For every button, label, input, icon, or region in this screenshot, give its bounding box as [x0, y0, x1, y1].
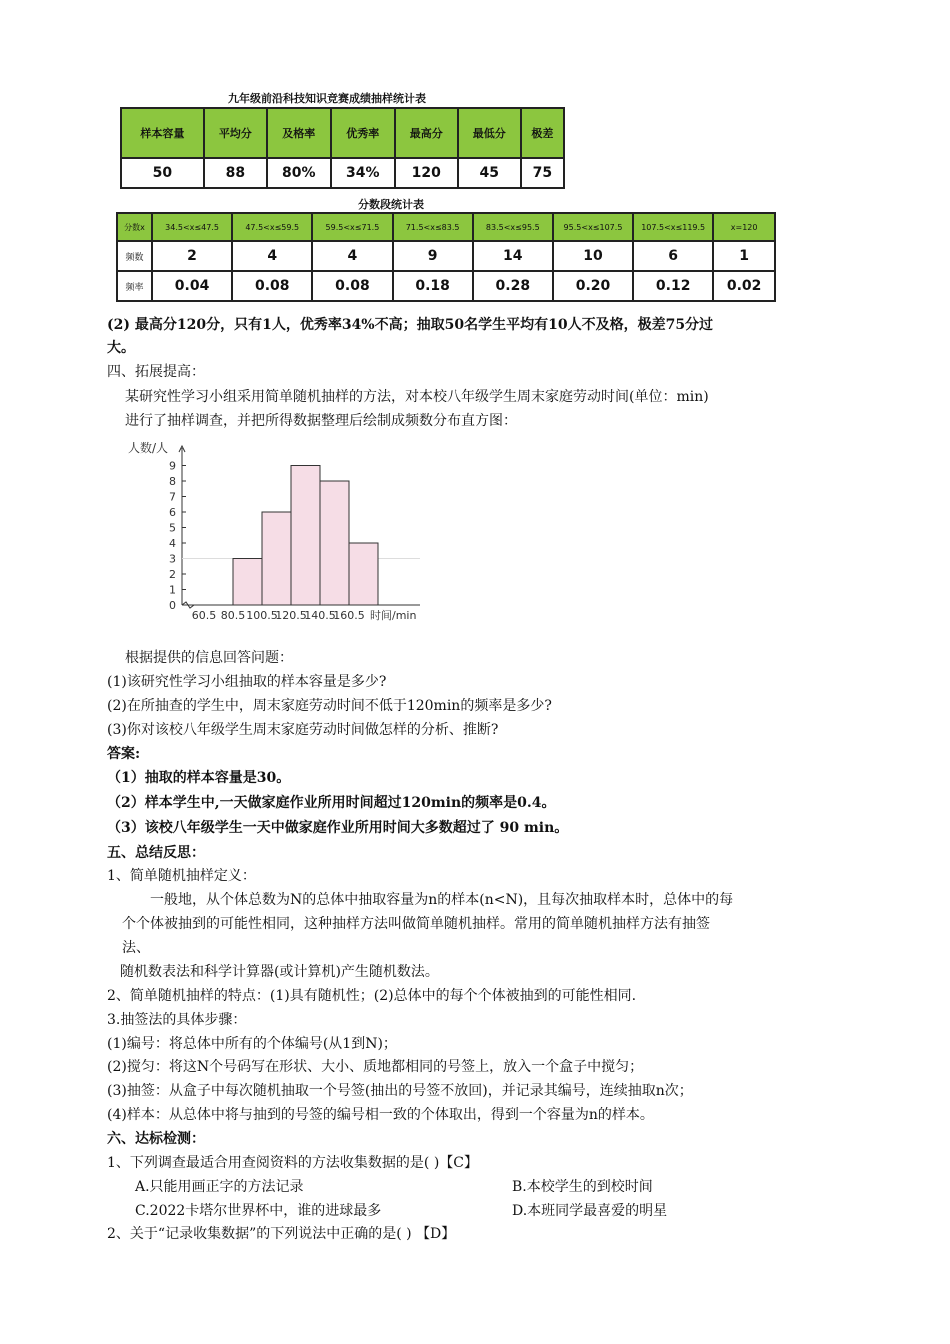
y-tick-label: 0	[169, 599, 176, 612]
table2-header: 95.5<x≤107.5	[553, 213, 633, 241]
table1-header: 极差	[521, 108, 564, 158]
test-question-2: 2、关于“记录收集数据”的下列说法中正确的是( ) 【D】	[107, 1226, 456, 1242]
table1-title: 九年级前沿科技知识竞赛成绩抽样统计表	[228, 92, 426, 105]
table2-cell: 0.28	[473, 271, 553, 301]
table1-cell: 80%	[267, 158, 331, 188]
question-3: (3)你对该校八年级学生周末家庭劳动时间做怎样的分析、推断?	[107, 722, 499, 738]
sample-statistics-table	[120, 107, 565, 189]
table2-cell: 2	[152, 241, 232, 271]
question-intro-line1: 某研究性学习小组采用简单随机抽样的方法，对本校八年级学生周末家庭劳动时间(单位：min)	[125, 389, 709, 405]
table1-header: 优秀率	[331, 108, 395, 158]
table2-header: x=120	[713, 213, 775, 241]
table2-cell: 9	[393, 241, 473, 271]
answer-1: （1）抽取的样本容量是30。	[107, 770, 291, 786]
summary-1-line3: 法、	[122, 940, 150, 956]
table1-cell: 88	[204, 158, 267, 188]
table1-header: 样本容量	[121, 108, 204, 158]
table2-cell: 14	[473, 241, 553, 271]
table1-header: 平均分	[204, 108, 267, 158]
table2-cell: 0.08	[232, 271, 312, 301]
question-intro-line2: 进行了抽样调查，并把所得数据整理后绘制成频数分布直方图：	[125, 413, 517, 429]
table2-cell: 0.20	[553, 271, 633, 301]
test-1-option-b: B.本校学生的到校时间	[512, 1179, 653, 1195]
table1-cell: 75	[521, 158, 564, 188]
table2-row-label: 频数	[117, 241, 152, 271]
question-2: (2)在所抽查的学生中，周末家庭劳动时间不低于120min的频率是多少?	[107, 698, 552, 714]
summary-3-step1: (1)编号：将总体中所有的个体编号(从1到N)；	[107, 1036, 397, 1052]
summary-1-line1: 一般地，从个体总数为N的总体中抽取容量为n的样本(n<N)，且每次抽取样本时，总体中的每	[150, 892, 734, 908]
y-tick-label: 7	[169, 490, 176, 504]
summary-2: 2、简单随机抽样的特点：(1)具有随机性；(2)总体中的每个个体被抽到的可能性相同.	[107, 988, 637, 1004]
score-range-table	[116, 212, 776, 302]
x-tick-label: 120.5	[275, 609, 307, 622]
table2-header: 34.5<x≤47.5	[152, 213, 232, 241]
histogram-bar	[233, 559, 262, 606]
table1-header: 最高分	[395, 108, 458, 158]
test-1-option-a: A.只能用画正字的方法记录	[135, 1179, 304, 1195]
table1-cell: 50	[121, 158, 204, 188]
y-tick-label: 2	[169, 568, 176, 581]
histogram-bar	[320, 481, 349, 605]
table2-row-label: 频率	[117, 271, 152, 301]
y-axis-label: 人数/人	[128, 441, 169, 455]
table2-header: 47.5<x≤59.5	[232, 213, 312, 241]
table2-header: 59.5<x≤71.5	[312, 213, 392, 241]
question-1: (1)该研究性学习小组抽取的样本容量是多少?	[107, 674, 387, 690]
table2-cell: 1	[713, 241, 775, 271]
table2-cell: 0.02	[713, 271, 775, 301]
table2-cell: 4	[232, 241, 312, 271]
y-tick-label: 9	[169, 459, 176, 473]
y-tick-label: 1	[169, 583, 176, 597]
section-4-heading: 四、拓展提高：	[107, 364, 205, 380]
x-tick-label: 60.5	[191, 609, 217, 622]
table2-cell: 6	[633, 241, 713, 271]
y-tick-label: 4	[169, 537, 176, 550]
x-tick-label: 80.5	[220, 609, 246, 622]
summary-3-step2: (2)搅匀：将这N个号码写在形状、大小、质地都相同的号签上，放入一个盒子中搅匀；	[107, 1059, 644, 1075]
histogram-bar	[262, 512, 291, 605]
table1-header: 及格率	[267, 108, 331, 158]
summary-1: 1、简单随机抽样定义：	[107, 868, 256, 884]
table2-header: 107.5<x≤119.5	[633, 213, 713, 241]
histogram-bar	[291, 466, 320, 606]
table1-cell: 34%	[331, 158, 395, 188]
histogram-bar	[349, 543, 378, 605]
section-5-heading: 五、总结反思：	[107, 845, 205, 861]
x-tick-label: 100.5	[246, 609, 278, 622]
answer-3: （3）该校八年级学生一天中做家庭作业所用时间大多数超过了 90 min。	[107, 820, 569, 836]
table2-header: 分数x	[117, 213, 152, 241]
table2-cell: 10	[553, 241, 633, 271]
frequency-histogram	[120, 438, 470, 626]
answer-2-line1: (2) 最高分120分，只有1人，优秀率34%不高；抽取50名学生平均有10人不及格，极差75分过	[107, 317, 714, 333]
summary-1-line4: 随机数表法和科学计算器(或计算机)产生随机数法。	[120, 964, 439, 980]
table2-cell: 4	[312, 241, 392, 271]
x-tick-label: 140.5	[304, 609, 336, 622]
table2-header: 71.5<x≤83.5	[393, 213, 473, 241]
answer-2-line2: 大。	[107, 340, 135, 356]
summary-1-line2: 个个体被抽到的可能性相同，这种抽样方法叫做简单随机抽样。常用的简单随机抽样方法有抽签	[122, 916, 710, 932]
test-1-option-d: D.本班同学最喜爱的明星	[512, 1203, 668, 1219]
test-1-option-c: C.2022卡塔尔世界杯中，谁的进球最多	[135, 1203, 382, 1219]
summary-3-step3: (3)抽签：从盒子中每次随机抽取一个号签(抽出的号签不放回)，并记录其编号，连续抽取n次；	[107, 1083, 693, 1099]
table2-cell: 0.18	[393, 271, 473, 301]
section-6-heading: 六、达标检测：	[107, 1131, 205, 1147]
table2-cell: 0.12	[633, 271, 713, 301]
y-tick-label: 3	[169, 552, 176, 566]
question-ask: 根据提供的信息回答问题：	[125, 650, 293, 666]
test-question-1: 1、下列调查最适合用查阅资料的方法收集数据的是( )【C】	[107, 1155, 478, 1171]
answer-2: （2）样本学生中,一天做家庭作业所用时间超过120min的频率是0.4。	[107, 795, 556, 811]
table1-cell: 120	[395, 158, 458, 188]
y-tick-label: 5	[169, 521, 176, 535]
table2-cell: 0.08	[312, 271, 392, 301]
table1-cell: 45	[458, 158, 521, 188]
table2-cell: 0.04	[152, 271, 232, 301]
table1-header: 最低分	[458, 108, 521, 158]
summary-3-step4: (4)样本：从总体中将与抽到的号签的编号相一致的个体取出，得到一个容量为n的样本。	[107, 1107, 654, 1123]
x-axis-label: 时间/min	[370, 609, 417, 622]
table2-title: 分数段统计表	[358, 198, 424, 211]
table2-header: 83.5<x≤95.5	[473, 213, 553, 241]
summary-3: 3.抽签法的具体步骤：	[107, 1012, 247, 1028]
y-tick-label: 6	[169, 506, 176, 519]
x-tick-label: 160.5	[333, 609, 365, 622]
y-tick-label: 8	[169, 475, 176, 488]
answer-label: 答案:	[107, 746, 141, 762]
